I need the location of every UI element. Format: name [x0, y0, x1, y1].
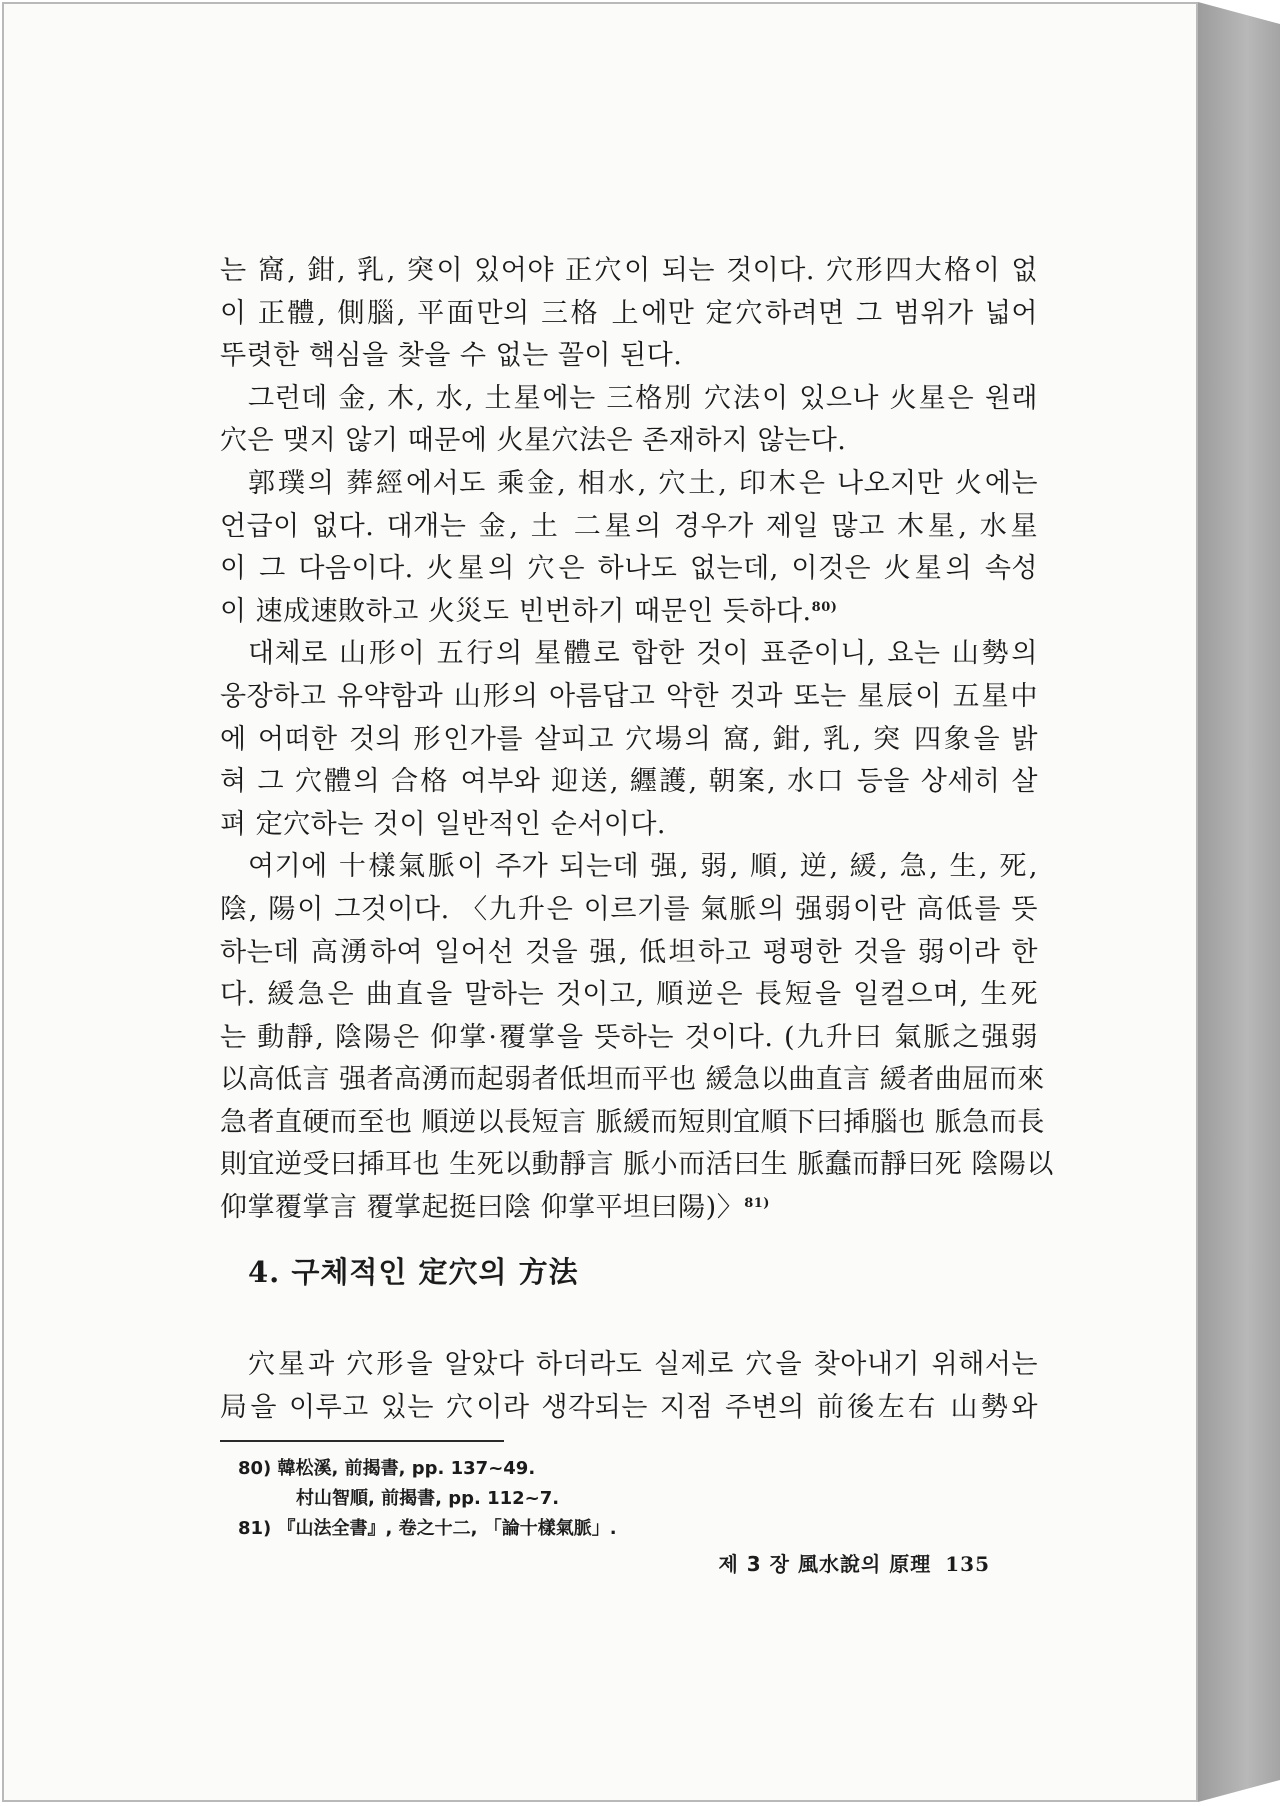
text-line: 는 動靜, 陰陽은 仰掌·覆掌을 뜻하는 것이다. (九升曰 氣脈之强弱 [220, 1021, 1038, 1053]
paragraph-3 [220, 463, 1038, 633]
text-line: 여기에 十樣氣脈이 주가 되는데 强, 弱, 順, 逆, 緩, 急, 生, 死, [248, 851, 1038, 883]
page-content [220, 250, 1054, 1576]
section-title: 4. 구체적인 定穴의 方法 [248, 1255, 579, 1289]
text-line: 뚜렷한 핵심을 찾을 수 없는 꼴이 된다. [220, 340, 683, 372]
text-line: 웅장하고 유약함과 山形의 아름답고 악한 것과 또는 星辰이 五星中 [220, 680, 1038, 712]
text-line [220, 1187, 1038, 1230]
text-line-body: 仰掌覆掌言 覆掌起挺曰陰 仰掌平坦曰陽)〉 [220, 1192, 745, 1224]
paragraph-4 [220, 633, 1038, 846]
text-line: 則宜逆受曰揷耳也 生死以動靜言 脈小而活曰生 脈蠢而靜曰死 陰陽以 [220, 1149, 1054, 1181]
text-line: 언급이 없다. 대개는 金, 土 二星의 경우가 제일 많고 木星, 水星 [220, 510, 1038, 542]
text-line-body: 이 速成速敗하고 火災도 빈번하기 때문인 듯하다. [220, 595, 812, 627]
footnote-ref-80: 80) [811, 599, 838, 615]
paragraph-1 [220, 250, 1038, 378]
paragraph-2 [220, 378, 1038, 463]
book-page [2, 2, 1198, 1802]
text-line: 局을 이루고 있는 穴이라 생각되는 지점 주변의 前後左右 山勢와 [220, 1391, 1038, 1423]
text-line: 펴 定穴하는 것이 일반적인 순서이다. [220, 808, 666, 840]
text-line: 혀 그 穴體의 合格 여부와 迎送, 纒護, 朝案, 水口 등을 상세히 살 [220, 766, 1038, 798]
footnote-80: 80) 韓松溪, 前揭書, pp. 137~49. [238, 1458, 536, 1479]
text-line: 이 그 다음이다. 火星의 穴은 하나도 없는데, 이것은 火星의 속성 [220, 553, 1038, 585]
text-line: 이 正體, 側腦, 平面만의 三格 上에만 定穴하려면 그 범위가 넓어 [220, 297, 1038, 329]
page-edge-shadow [1198, 2, 1280, 1802]
text-line: 다. 緩急은 曲直을 말하는 것이고, 順逆은 長短을 일컬으며, 生死 [220, 979, 1038, 1011]
footnote-81: 81) 『山法全書』, 卷之十二, 「論十樣氣脈」. [238, 1518, 617, 1539]
text-line: 郭璞의 葬經에서도 乘金, 相水, 穴土, 印木은 나오지만 火에는 [248, 467, 1038, 499]
text-line: 陰, 陽이 그것이다. 〈九升은 이르기를 氣脈의 强弱이란 高低를 뜻 [220, 893, 1038, 925]
section-body [220, 1344, 1038, 1429]
text-line: 穴星과 穴形을 알았다 하더라도 실제로 穴을 찾아내기 위해서는 [248, 1349, 1038, 1380]
footnote-divider [220, 1440, 504, 1442]
text-line: 대체로 山形이 五行의 星體로 합한 것이 표준이니, 요는 山勢의 [248, 638, 1038, 670]
footnote-80-continued: 村山智順, 前揭書, pp. 112~7. [296, 1488, 560, 1509]
text-line: 에 어떠한 것의 形인가를 살피고 穴場의 窩, 鉗, 乳, 突 四象을 밝 [220, 723, 1038, 755]
running-footer [719, 1548, 990, 1577]
text-line: 以高低言 强者高湧而起弱者低坦而平也 緩急以曲直言 緩者曲屈而來 [220, 1064, 1045, 1096]
text-line: 急者直硬而至也 順逆以長短言 脈緩而短則宜順下曰揷腦也 脈急而長 [220, 1106, 1045, 1138]
text-line: 하는데 高湧하여 일어선 것을 强, 低坦하고 평평한 것을 弱이라 한 [220, 936, 1038, 968]
chapter-label: 제 3 장 風水說의 原理 [718, 1552, 932, 1576]
text-line: 穴은 맺지 않기 때문에 火星穴法은 존재하지 않는다. [220, 425, 847, 457]
footnotes [238, 1454, 938, 1544]
paragraph-5 [220, 846, 1054, 1229]
paragraph-6 [220, 1344, 1038, 1429]
text-line: 는 窩, 鉗, 乳, 突이 있어야 正穴이 되는 것이다. 穴形四大格이 없 [220, 255, 1038, 286]
page-number: 135 [945, 1552, 990, 1576]
footnote-ref-81: 81) [744, 1196, 770, 1212]
text-line [220, 591, 1038, 634]
text-line: 그런데 金, 木, 水, 土星에는 三格別 穴法이 있으나 火星은 원래 [248, 382, 1038, 414]
